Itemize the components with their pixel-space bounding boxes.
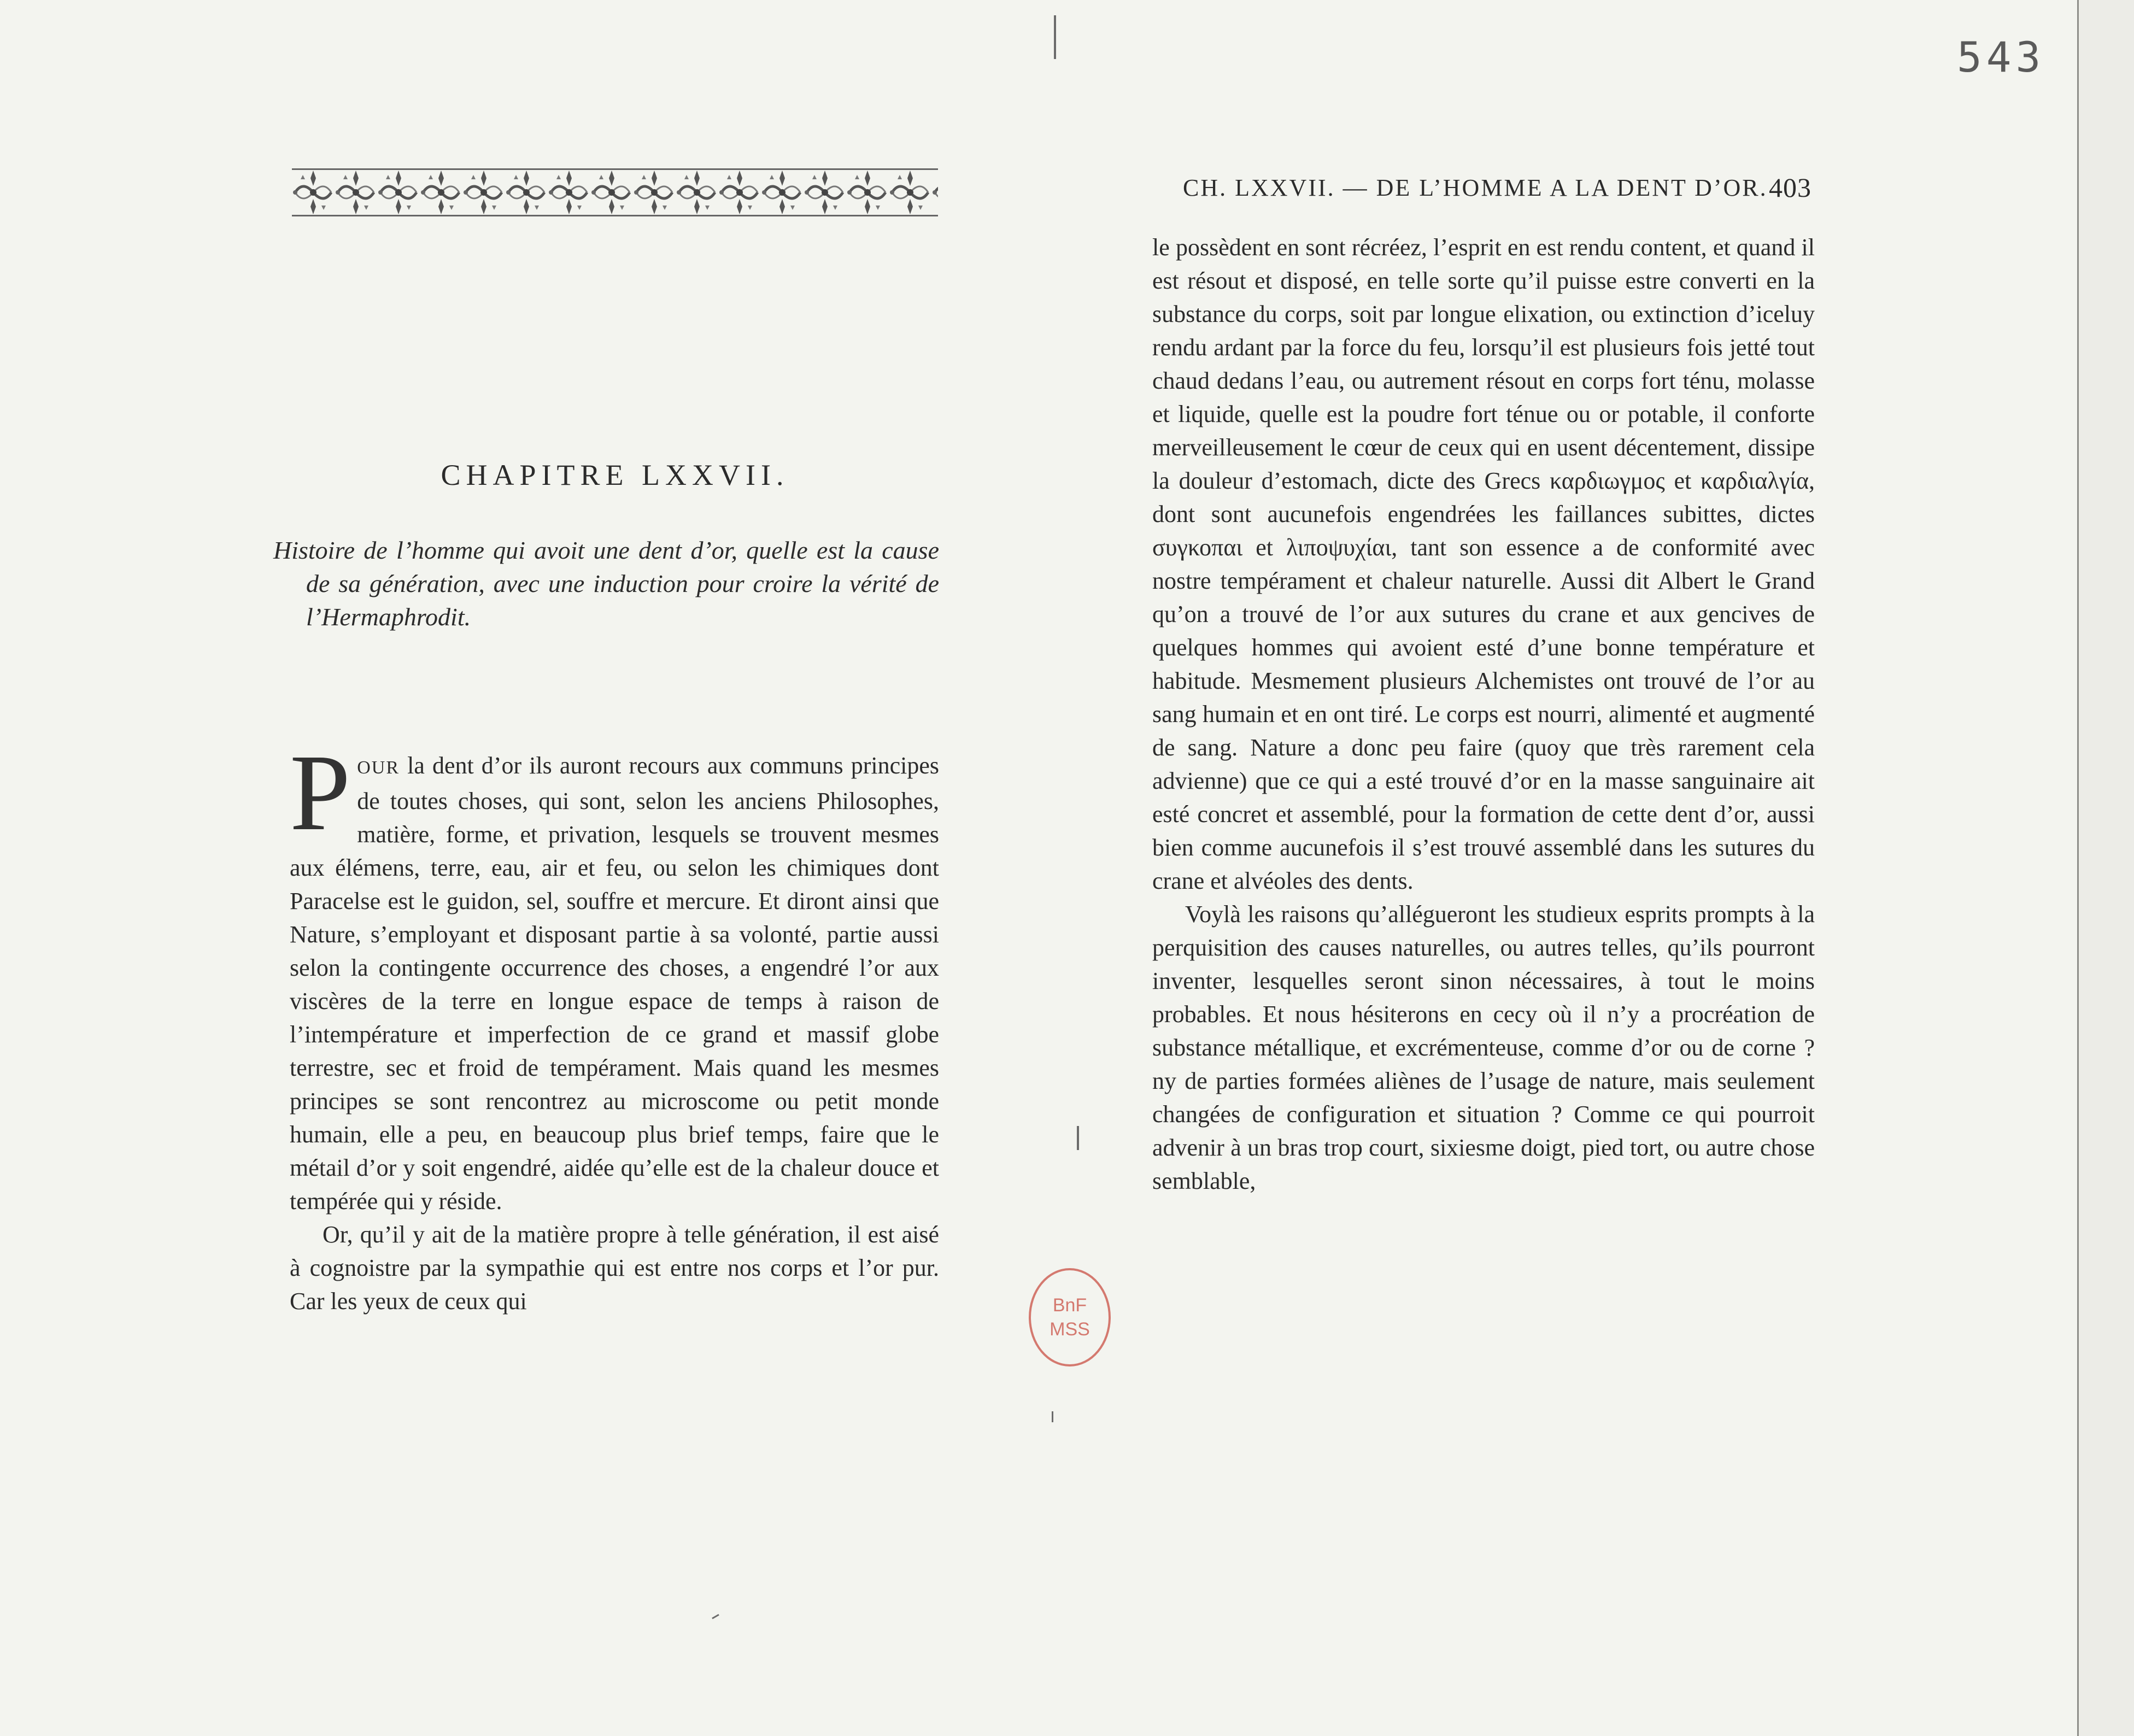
paragraph-2: Or, qu’il y ait de la matière propre à telle génération, il est aisé à cognoistre par la sympathie qui est entre nos corps et l’or pur. Car les yeux de ceux qui	[290, 1221, 939, 1315]
stamp-line-1: BnF	[1052, 1295, 1087, 1316]
folio-number: 543	[1957, 33, 2045, 81]
paragraph-1-text: la dent d’or ils auront recours aux communs principes de toutes choses, qui sont, selon les anciens Philosophes, matière, forme, et privation, lesquels se trouvent mesmes aux élémens, terre, eau, air et feu, ou selon les chimiques dont Paracelse est le guidon, sel, souffre et mercure. Et diront ainsi que Nature, s’employant et disposant partie à sa volonté, partie aussi selon la contingente occurrence des choses, a engendré l’or aux viscères de la terre en longue espace de temps à raison de l’intempérature et imperfection de ce grand et massif globe terrestre, sec et froid de tempérament. Mais quand les mesmes principes se sont rencontrez au microscome ou petit monde humain, elle a peu, en beaucoup plus brief temps, faire que le métail d’or y soit engendré, aidée qu’elle est de la chaleur douce et tempérée qui y réside.	[290, 752, 939, 1215]
drop-cap: P	[290, 732, 351, 853]
running-head-title: CH. LXXVII. — DE L’HOMME A LA DENT D’OR.	[1183, 174, 1768, 201]
book-page-number: 403	[1769, 172, 1811, 203]
paragraph-1	[290, 732, 939, 1218]
paragraph-4: Voylà les raisons qu’allégueront les studieux esprits prompts à la perquisition des causes naturelles, ou autres telles, qu’ils pourront inventer, lesquelles seront sinon nécessaires, à tout le moins probables. Et nous hésiterons en cecy où il n’y a procréation de substance métallique, et excrémenteuse, comme d’or ou de corne ? ny de parties formées aliènes de l’usage de nature, mais seulement changées de configuration et situation ? Comme ce qui pourroit advenir à un bras trop court, sixiesme doigt, pied tort, ou autre chose semblable,	[1152, 901, 1815, 1194]
chapter-title: CHAPITRE LXXVII.	[441, 459, 789, 491]
gutter-mark-middle	[1077, 1126, 1079, 1150]
right-column-text	[1152, 231, 1815, 1198]
library-stamp	[1029, 1268, 1111, 1366]
opening-small-caps: OUR	[357, 758, 400, 778]
stray-mark	[712, 1614, 719, 1620]
paragraph-3: le possèdent en sont récréez, l’esprit en est rendu content, et quand il est résout et disposé, en telle sorte qu’il puisse estre converti en la substance du corps, soit par longue elixation, ou extinction d’iceluy rendu ardant par la force du feu, lorsqu’il est plusieurs fois jetté tout chaud dedans l’eau, ou autrement résout en corps fort ténu, molasse et liquide, quelle est la poudre fort ténue ou or potable, il conforte merveilleusement le cœur de ceux qui en usent décentement, dissipe la douleur d’estomach, dicte des Grecs καρδιωγμος et καρδιαλγία, dont sont aucunefois engendrées les faillances subittes, dictes συγκοπαι et λιποψυχίαι, tant son essence a de conformité avec nostre tempérament et chaleur naturelle. Aussi dit Albert le Grand qu’on a trouvé de l’or aux sutures du crane et aux gencives de quelques hommes qui avoient esté d’une bonne température et habitude. Mesmement plusieurs Alchemistes ont trouvé de l’or au sang humain et en ont tiré. Le corps est nourri, alimenté et augmenté de sang. Nature a donc peu faire (quoy que très rarement cela advienne) que ce qui a esté trouvé d’or en la masse sanguinaire ait esté concret et assemblé, pour la formation de cette dent d’or, aussi bien comme aucunefois il s’est trouvé assemblé dans les sutures du crane et alvéoles des dents.	[1152, 234, 1815, 894]
stamp-line-2: MSS	[1050, 1319, 1090, 1340]
ornamental-fleuron-band	[292, 167, 938, 218]
gutter-mark-top	[1054, 15, 1056, 59]
left-column-text	[290, 732, 939, 1318]
gutter-mark-bottom	[1052, 1411, 1053, 1422]
running-head	[1183, 174, 1811, 202]
page-edge	[2077, 0, 2134, 1736]
chapter-summary: Histoire de l’homme qui avoit une dent d’or, quelle est la cause de sa génération, avec une induction pour croire la vérité de l’Hermaphrodit.	[273, 536, 939, 631]
